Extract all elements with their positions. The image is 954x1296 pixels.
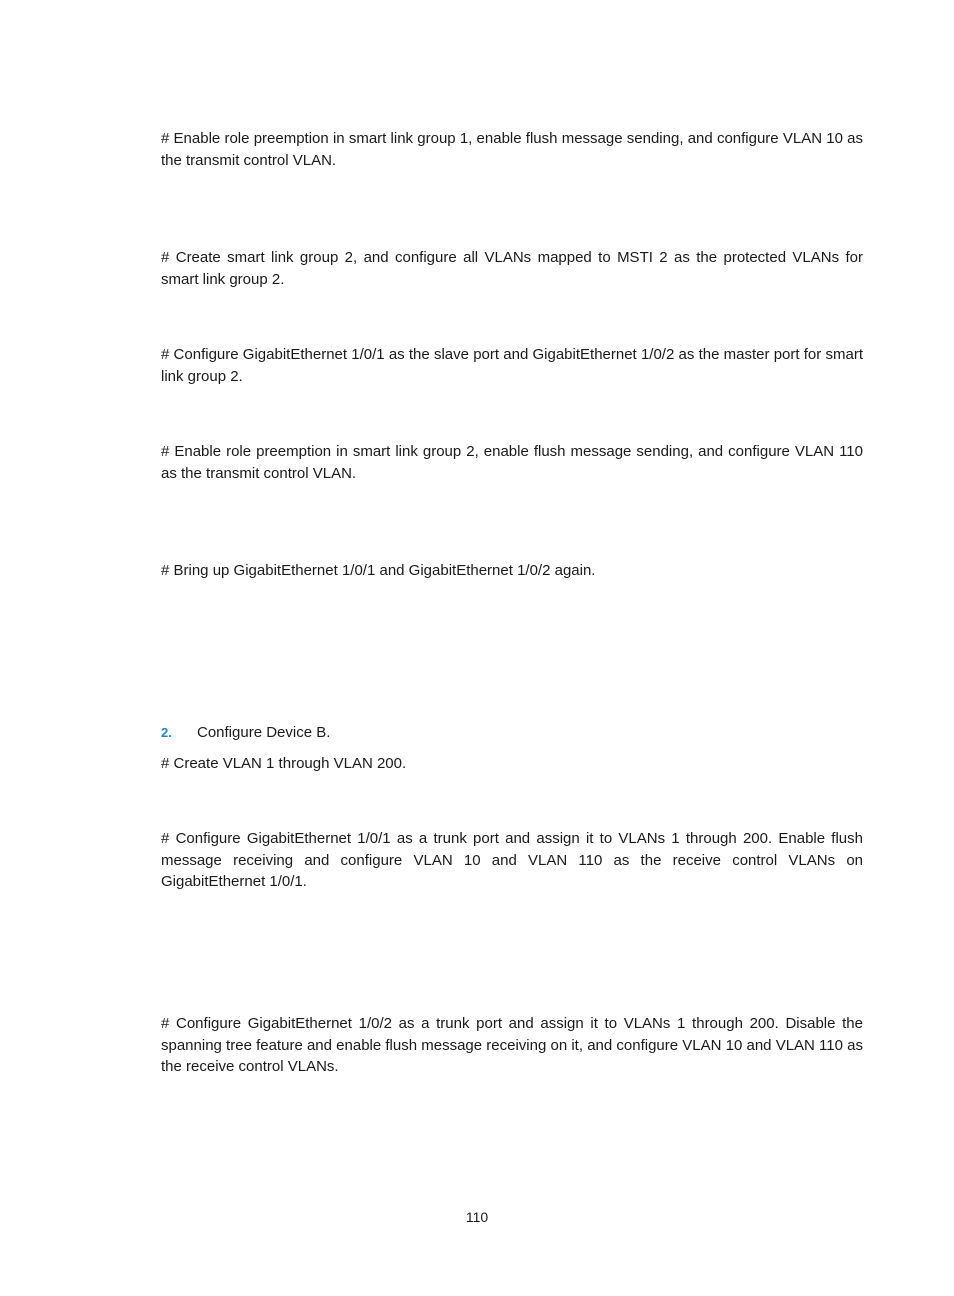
step-number: 2. (161, 725, 172, 740)
paragraph-create-vlans: # Create VLAN 1 through VLAN 200. (161, 755, 407, 772)
step-configure-device-b (161, 722, 863, 744)
paragraph-configure-port-2-trunk: # Configure GigabitEthernet 1/0/2 as a trunk port and assign it to VLANs 1 through 200. Disable the spanning tree feature and enable flush message receiving on it, and configure VLAN 10 and VLAN 110 as the receive control VLANs. (161, 1015, 863, 1075)
paragraph-configure-port-1-trunk: # Configure GigabitEthernet 1/0/1 as a trunk port and assign it to VLANs 1 through 200. Enable flush message receiving and configure VLAN 10 and VLAN 110 as the receive control VLANs on GigabitEthernet 1/0/1. (161, 830, 863, 890)
paragraph-smart-link-group-2-preemption: # Enable role preemption in smart link group 2, enable flush message sending, and configure VLAN 110 as the transmit control VLAN. (161, 443, 863, 482)
paragraph-smart-link-group-1-preemption: # Enable role preemption in smart link group 1, enable flush message sending, and configure VLAN 10 as the transmit control VLAN. (161, 130, 863, 169)
page-number: 110 (465, 1209, 489, 1225)
paragraph-bring-up-ports: # Bring up GigabitEthernet 1/0/1 and GigabitEthernet 1/0/2 again. (161, 562, 596, 579)
step-text: Configure Device B. (197, 724, 331, 741)
paragraph-configure-ports-group-2: # Configure GigabitEthernet 1/0/1 as the slave port and GigabitEthernet 1/0/2 as the master port for smart link group 2. (161, 346, 863, 385)
paragraph-create-smart-link-group-2: # Create smart link group 2, and configure all VLANs mapped to MSTI 2 as the protected VLANs for smart link group 2. (161, 249, 863, 288)
